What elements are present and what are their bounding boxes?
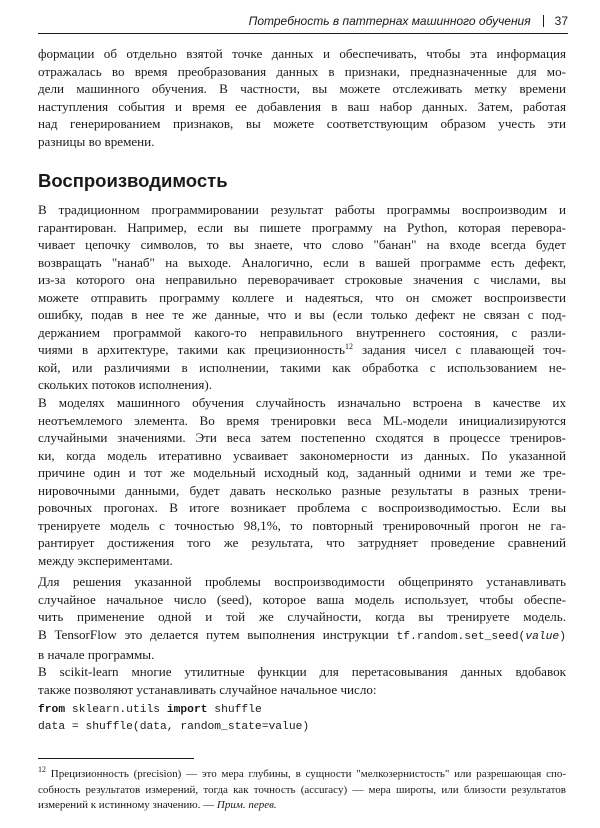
code-fragment: sklearn.utils — [65, 704, 167, 716]
paragraph-ml-randomness — [38, 394, 566, 569]
footnote-marker: 12 — [38, 765, 46, 774]
code-argument: value — [525, 630, 560, 643]
code-block — [38, 702, 309, 735]
text-fragment: измерений к истинному значению. — — [38, 799, 217, 811]
code-line — [38, 702, 309, 719]
text-line: В моделях машинного обучения случайность изначально встроена в качестве их — [38, 395, 566, 410]
text-line: дели машинного обучения. В частности, вы можете отслеживать метку времени — [38, 81, 566, 96]
text-line: случайное начальное число (seed), которое ваша модель использует, чтобы обеспе- — [38, 591, 566, 607]
section-heading: Воспроизводимость — [38, 170, 228, 191]
text-fragment: задания чисел с плавающей точ- — [352, 342, 566, 357]
text-line — [38, 341, 566, 359]
code-fragment: shuffle — [207, 704, 262, 716]
text-line: наступления события и время ее добавления в ваш набор данных. Затем, работая — [38, 98, 566, 114]
text-line: Для решения указанной проблемы воспроизводимости общепринято устанавливать — [38, 574, 566, 589]
text-line: в начале программы. — [38, 647, 155, 662]
header-separator — [543, 15, 544, 27]
running-header — [226, 14, 568, 28]
code-keyword: import — [166, 704, 208, 716]
intro-paragraph — [38, 45, 566, 150]
text-line: ошибку, подав в нее те же данные, что и вы (если только дефект не связан с под- — [38, 307, 566, 322]
text-fragment: Прецизионность (precision) — это мера глубины, в сущности "мелкозернистость" или разрешающая спо- — [46, 768, 566, 780]
footnote-rule — [38, 758, 194, 759]
text-line: В scikit-learn многие утилитные функции для перетасовывания данных вдобавок — [38, 664, 566, 679]
running-title: Потребность в паттернах машинного обучения — [248, 14, 531, 28]
footnote-line — [38, 798, 566, 814]
text-line: разницы во времени. — [38, 133, 155, 149]
text-line: нировочными данными, будет давать несколько разные результаты в разных трени- — [38, 482, 566, 498]
text-line: гарантирован. Например, если вы пишете программу на Python, которая перевора- — [38, 219, 566, 235]
text-line: возвращать "нанаб" на выходе. Аналогично, если в вашей программе есть дефект, — [38, 254, 566, 270]
code-fragment: ) — [559, 630, 566, 643]
text-line: В традиционном программировании результат работы программы воспроизводим и — [38, 202, 566, 217]
text-line: причине один и тот же модельный исходный код, заданный одними и теми же тре- — [38, 465, 566, 480]
text-line — [38, 626, 566, 647]
text-line: из-за которого она неправильно переворачивает строковые значения с числами, вы — [38, 272, 566, 287]
text-line: ровочных прогонах. В итоге возникает проблема с воспроизводимостью. Если вы — [38, 500, 566, 515]
header-rule — [38, 33, 568, 34]
code-fragment: tf.random.set_seed( — [396, 630, 526, 643]
text-line: держанием программой какого-то неправильного внутреннего состояния, с разли- — [38, 324, 566, 340]
text-line: тренируете модель с точностью 98,1%, то повторный тренировочный прогон не га- — [38, 517, 566, 533]
text-fragment: В TensorFlow это делается путем выполнения инструкции — [38, 626, 397, 642]
translator-note: Прим. перев. — [216, 799, 277, 811]
text-line: скольких потоков исполнения). — [38, 377, 212, 392]
text-line: над генерированием признаков, вы можете соответствующим образом учесть эти — [38, 116, 566, 131]
text-line: чить применение одной и той же случайности, когда вы тренируете модель. — [38, 609, 566, 624]
text-fragment: чиями в архитектуре, такими как прецизионность — [38, 342, 345, 357]
page-number: 37 — [554, 14, 568, 28]
text-line: неотъемлемого элемента. Во время тренировки веса ML-модели инициализируются — [38, 412, 566, 428]
text-line: между экспериментами. — [38, 552, 173, 568]
footnote-line — [38, 767, 566, 783]
text-line: ки, когда модель итеративно усваивает закономерности из данных. По указанной — [38, 447, 566, 463]
footnote-reference[interactable]: 12 — [344, 342, 353, 351]
paragraph-traditional-programming — [38, 201, 566, 394]
paragraph-scikit-learn — [38, 663, 566, 698]
text-line: рантирует достижения того же результата, что затрудняет проведение сравнений — [38, 535, 566, 550]
footnote — [38, 767, 566, 814]
paragraph-seed — [38, 573, 566, 664]
text-line: также позволяют устанавливать случайное начальное число: — [38, 681, 377, 697]
footnote-line: собность результатов измерений, тогда как точность (accuracy) — мера широты, или близости результатов — [38, 783, 566, 796]
text-line: чивает цепочку символов, то вы знаете, что слово "банан" на входе всегда будет — [38, 237, 566, 252]
code-line: data = shuffle(data, random_state=value) — [38, 720, 310, 733]
text-line: можете отправить программу коллеге и надеяться, что он сможет воспроизвести — [38, 289, 566, 305]
inline-code — [397, 631, 567, 643]
code-keyword: from — [38, 704, 66, 716]
text-line: кой, или различиями в исполнении, такими как обработка с использованием не- — [38, 359, 566, 375]
text-line: формации об отдельно взятой точке данных и обеспечивать, чтобы эта информация — [38, 46, 566, 61]
text-line: отражалась во время преобразования данных в признаки, предназначенные для мо- — [38, 63, 566, 79]
text-line: случайными значениями. Эти веса затем постепенно сходятся в процессе трениров- — [38, 430, 566, 445]
